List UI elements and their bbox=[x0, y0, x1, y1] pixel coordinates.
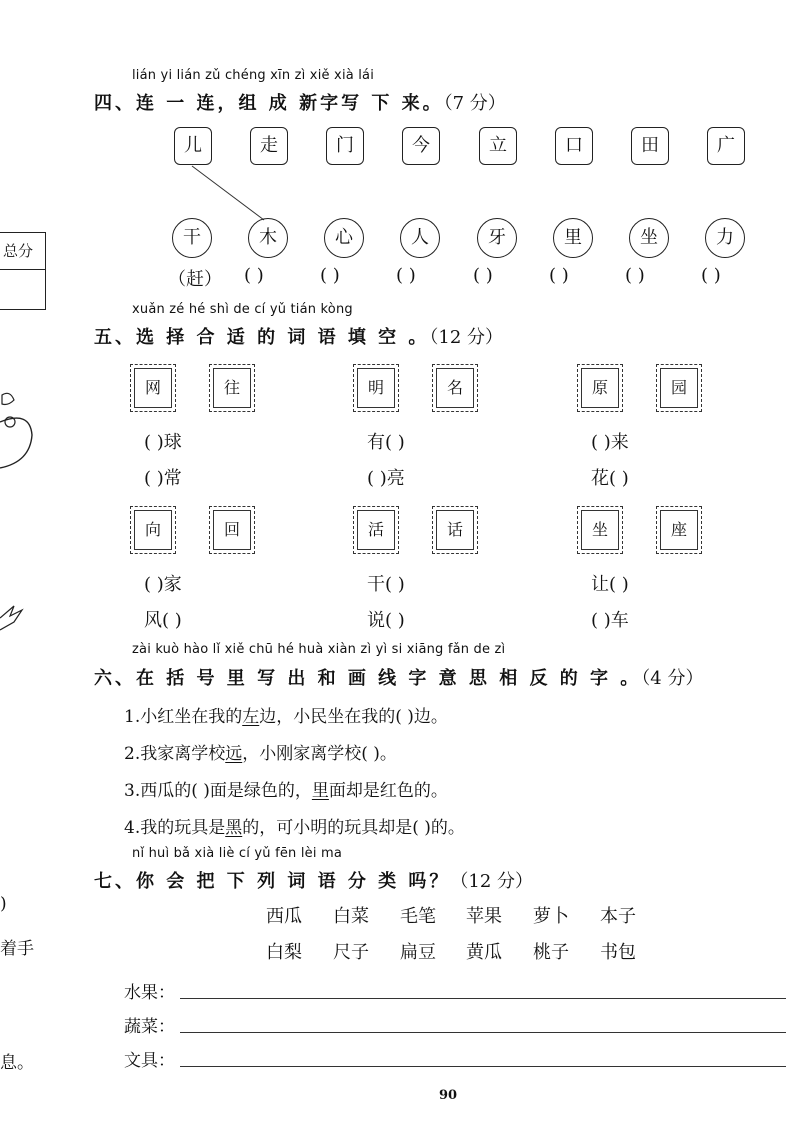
word-bank-item: 西瓜 bbox=[266, 906, 302, 927]
top-char-box[interactable]: 广 bbox=[707, 127, 745, 165]
section5-title: 五、选 择 合 适 的 词 语 填 空 。 bbox=[94, 327, 430, 348]
category-label: 蔬菜： bbox=[124, 1017, 175, 1037]
fill-blank-phrase[interactable]: ( )球 bbox=[144, 432, 182, 453]
word-bank-item: 白梨 bbox=[266, 942, 302, 963]
fill-blank-phrase[interactable]: ( )常 bbox=[144, 468, 182, 489]
option-char-frame: 话 bbox=[432, 506, 478, 554]
top-char-box[interactable]: 立 bbox=[479, 127, 517, 165]
option-char-frame: 活 bbox=[353, 506, 399, 554]
answer-blank[interactable]: ( ) bbox=[549, 265, 569, 286]
cartoon-fragment-top bbox=[0, 390, 40, 470]
fill-blank-phrase[interactable]: ( )车 bbox=[591, 610, 629, 631]
word-bank-item: 本子 bbox=[600, 906, 636, 927]
word-bank-item: 黄瓜 bbox=[466, 942, 502, 963]
answer-blank[interactable]: ( ) bbox=[320, 265, 340, 286]
section4-title: 四、连 一 连，组 成 新字写 下 来。 bbox=[94, 93, 444, 114]
answer-blank[interactable]: ( ) bbox=[625, 265, 645, 286]
page-number: 90 bbox=[439, 1088, 458, 1103]
underlined-char: 黑 bbox=[225, 818, 243, 838]
section5-pinyin: xuǎn zé hé shì de cí yǔ tián kòng bbox=[132, 302, 353, 317]
section7-heading bbox=[94, 867, 533, 893]
word-bank-item: 扁豆 bbox=[400, 942, 436, 963]
top-char-box[interactable]: 儿 bbox=[174, 127, 212, 165]
sentence-text: 3.西瓜的( )面是绿色的， bbox=[124, 781, 312, 801]
section4-pinyin: lián yi lián zǔ chéng xīn zì xiě xià lái bbox=[132, 68, 375, 83]
option-char-frame: 向 bbox=[130, 506, 176, 554]
category-label: 文具： bbox=[124, 1051, 175, 1071]
fill-blank-phrase[interactable]: ( )来 bbox=[591, 432, 629, 453]
option-char-frame: 坐 bbox=[577, 506, 623, 554]
antonym-sentence[interactable] bbox=[124, 739, 397, 764]
margin-fragment-text-1: 着手 bbox=[0, 939, 34, 959]
section6-title: 六、在 括 号 里 写 出 和 画 线 字 意 思 相 反 的 字 。 bbox=[94, 668, 642, 689]
answer-blank[interactable]: （赶） bbox=[168, 269, 222, 290]
word-bank-item: 桃子 bbox=[533, 942, 569, 963]
word-bank-item: 苹果 bbox=[466, 906, 502, 927]
section5-score: （12 分） bbox=[429, 327, 504, 348]
fill-blank-phrase[interactable]: 让( ) bbox=[591, 574, 629, 595]
underlined-char: 远 bbox=[225, 744, 243, 764]
bottom-char-circle[interactable]: 干 bbox=[172, 218, 212, 258]
sentence-text: 1.小红坐在我的 bbox=[124, 707, 243, 727]
top-char-box[interactable]: 口 bbox=[555, 127, 593, 165]
connection-line bbox=[0, 0, 800, 260]
sentence-text: 的，可小明的玩具却是( )的。 bbox=[242, 818, 465, 838]
fill-blank-phrase[interactable]: 风( ) bbox=[144, 610, 182, 631]
option-char-frame: 原 bbox=[577, 364, 623, 412]
cartoon-fragment-bird bbox=[0, 600, 30, 640]
section7-title: 七、你 会 把 下 列 词 语 分 类 吗？ bbox=[94, 871, 451, 892]
section7-score: （12 分） bbox=[450, 871, 534, 892]
bottom-char-circle[interactable]: 坐 bbox=[629, 218, 669, 258]
word-bank-item: 书包 bbox=[600, 942, 636, 963]
top-char-box[interactable]: 田 bbox=[631, 127, 669, 165]
top-char-box[interactable]: 走 bbox=[250, 127, 288, 165]
section7-pinyin: nǐ huì bǎ xià liè cí yǔ fēn lèi ma bbox=[132, 846, 343, 861]
word-bank-item: 毛笔 bbox=[400, 906, 436, 927]
score-table-header: 总分 bbox=[0, 233, 45, 270]
option-char-frame: 座 bbox=[656, 506, 702, 554]
bottom-char-circle[interactable]: 人 bbox=[400, 218, 440, 258]
underlined-char: 里 bbox=[311, 781, 329, 801]
sentence-text: 面却是红色的。 bbox=[328, 781, 448, 801]
section6-heading bbox=[94, 664, 703, 690]
top-char-box[interactable]: 门 bbox=[326, 127, 364, 165]
antonym-sentence[interactable] bbox=[124, 776, 448, 801]
option-char-frame: 网 bbox=[130, 364, 176, 412]
section6-score: （4 分） bbox=[641, 668, 704, 689]
sentence-text: 边，小民坐在我的( )边。 bbox=[259, 707, 448, 727]
bottom-char-circle[interactable]: 里 bbox=[553, 218, 593, 258]
fill-blank-phrase[interactable]: 有( ) bbox=[367, 432, 405, 453]
margin-fragment-paren: ) bbox=[0, 894, 7, 914]
answer-line[interactable] bbox=[180, 1066, 786, 1067]
option-char-frame: 回 bbox=[209, 506, 255, 554]
antonym-sentence[interactable] bbox=[124, 813, 465, 838]
word-bank-item: 尺子 bbox=[333, 942, 369, 963]
answer-blank[interactable]: ( ) bbox=[473, 265, 493, 286]
margin-fragment-text-2: 息。 bbox=[0, 1053, 34, 1073]
section6-pinyin: zài kuò hào lǐ xiě chū hé huà xiàn zì yì si xiāng fǎn de zì bbox=[132, 642, 506, 657]
option-char-frame: 园 bbox=[656, 364, 702, 412]
option-char-frame: 名 bbox=[432, 364, 478, 412]
sentence-text: 2.我家离学校 bbox=[124, 744, 226, 764]
option-char-frame: 明 bbox=[353, 364, 399, 412]
word-bank-item: 白菜 bbox=[333, 906, 369, 927]
answer-line[interactable] bbox=[180, 1032, 786, 1033]
sentence-text: 4.我的玩具是 bbox=[124, 818, 226, 838]
bottom-char-circle[interactable]: 牙 bbox=[477, 218, 517, 258]
section5-heading bbox=[94, 323, 503, 349]
underlined-char: 左 bbox=[242, 707, 260, 727]
answer-blank[interactable]: ( ) bbox=[701, 265, 721, 286]
bottom-char-circle[interactable]: 力 bbox=[705, 218, 745, 258]
top-char-box[interactable]: 今 bbox=[402, 127, 440, 165]
fill-blank-phrase[interactable]: ( )亮 bbox=[367, 468, 405, 489]
section4-score: （7 分） bbox=[443, 93, 506, 114]
fill-blank-phrase[interactable]: 说( ) bbox=[367, 610, 405, 631]
answer-blank[interactable]: ( ) bbox=[244, 265, 264, 286]
fill-blank-phrase[interactable]: ( )家 bbox=[144, 574, 182, 595]
antonym-sentence[interactable] bbox=[124, 702, 448, 727]
bottom-char-circle[interactable]: 心 bbox=[324, 218, 364, 258]
word-bank-item: 萝卜 bbox=[533, 906, 569, 927]
bottom-char-circle[interactable]: 木 bbox=[248, 218, 288, 258]
fill-blank-phrase[interactable]: 干( ) bbox=[367, 574, 405, 595]
fill-blank-phrase[interactable]: 花( ) bbox=[591, 468, 629, 489]
sentence-text: ，小刚家离学校( )。 bbox=[242, 744, 397, 764]
option-char-frame: 往 bbox=[209, 364, 255, 412]
answer-line[interactable] bbox=[180, 998, 786, 999]
category-label: 水果： bbox=[124, 983, 175, 1003]
answer-blank[interactable]: ( ) bbox=[396, 265, 416, 286]
